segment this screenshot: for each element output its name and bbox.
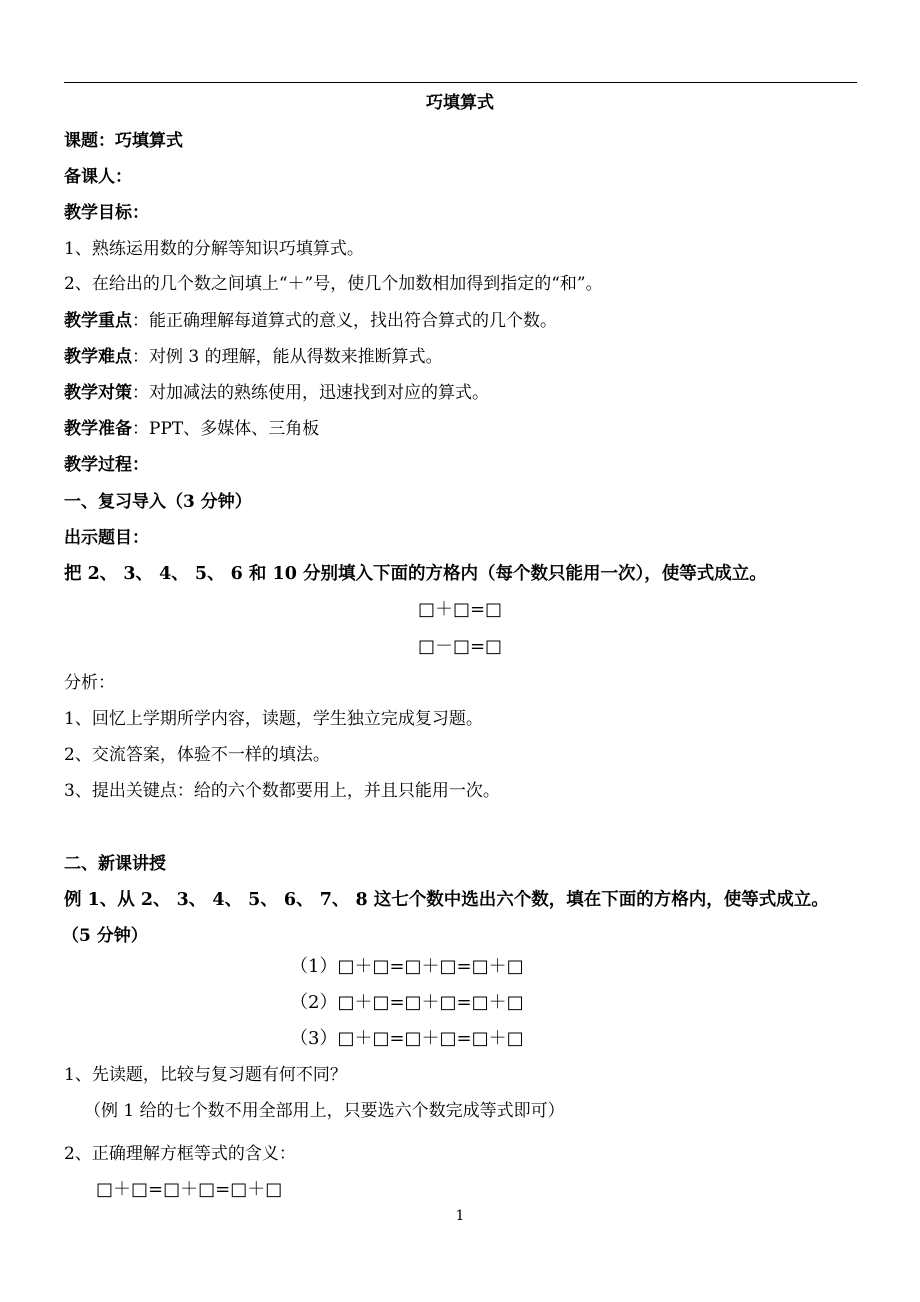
lesson-value: 巧填算式 xyxy=(115,131,183,151)
review-equation-1: □＋□=□ xyxy=(417,599,503,620)
step-2: 2、正确理解方框等式的含义： xyxy=(64,1144,296,1164)
key-point-line xyxy=(64,310,557,332)
example1-time: （5 分钟） xyxy=(62,926,148,946)
objectives-label: 教学目标： xyxy=(64,203,149,223)
preparation-value: ：PPT、多媒体、三角板 xyxy=(132,419,320,439)
key-point-value: ：能正确理解每道算式的意义，找出符合算式的几个数。 xyxy=(132,311,557,331)
preparation-label: 教学准备 xyxy=(64,419,132,439)
step-1: 1、先读题，比较与复习题有何不同？ xyxy=(64,1065,347,1085)
strategy-label: 教学对策 xyxy=(64,383,132,403)
example-equation-3: （3）□＋□=□＋□=□＋□ xyxy=(290,1028,524,1049)
strategy-line xyxy=(64,382,489,404)
analysis-3: 3、提出关键点：给的六个数都要用上，并且只能用一次。 xyxy=(64,781,500,801)
example-equation-2: （2）□＋□=□＋□=□＋□ xyxy=(290,992,524,1013)
review-problem: 把 2、 3、 4、 5、 6 和 10 分别填入下面的方格内（每个数只能用一次），使等式成立。 xyxy=(64,564,767,584)
page-number: 1 xyxy=(455,1208,465,1224)
example1-text: 例 1、从 2、 3、 4、 5、 6、 7、 8 这七个数中选出六个数，填在下面的方格内，使等式成立。 xyxy=(64,890,829,910)
step-1-note: （例 1 给的七个数不用全部用上，只要选六个数完成等式即可） xyxy=(84,1101,565,1121)
section1-heading: 一、复习导入（3 分钟） xyxy=(64,492,252,512)
document-title: 巧填算式 xyxy=(426,93,494,113)
difficulty-label: 教学难点 xyxy=(64,347,132,367)
lesson-line xyxy=(64,130,183,152)
difficulty-line xyxy=(64,346,443,368)
key-point-label: 教学重点 xyxy=(64,311,132,331)
preparation-line xyxy=(64,418,319,440)
objective-1: 1、熟练运用数的分解等知识巧填算式。 xyxy=(64,239,364,259)
example-equation-1: （1）□＋□=□＋□=□＋□ xyxy=(290,956,524,977)
show-question-label: 出示题目： xyxy=(64,528,149,548)
difficulty-value: ：对例 3 的理解，能从得数来推断算式。 xyxy=(132,347,443,367)
lesson-label: 课题： xyxy=(64,131,115,151)
process-label: 教学过程： xyxy=(64,455,149,475)
objective-2: 2、在给出的几个数之间填上“＋”号，使几个加数相加得到指定的“和”。 xyxy=(64,274,603,294)
preparer-label: 备课人： xyxy=(64,167,132,187)
analysis-2: 2、交流答案，体验不一样的填法。 xyxy=(64,745,330,765)
review-equation-2: □－□=□ xyxy=(417,636,503,657)
analysis-label: 分析： xyxy=(64,673,115,693)
section2-heading: 二、新课讲授 xyxy=(64,854,166,874)
step-2-equation: □＋□=□＋□=□＋□ xyxy=(96,1179,283,1200)
header-rule xyxy=(64,82,857,83)
analysis-1: 1、回忆上学期所学内容，读题，学生独立完成复习题。 xyxy=(64,709,483,729)
strategy-value: ：对加减法的熟练使用，迅速找到对应的算式。 xyxy=(132,383,489,403)
